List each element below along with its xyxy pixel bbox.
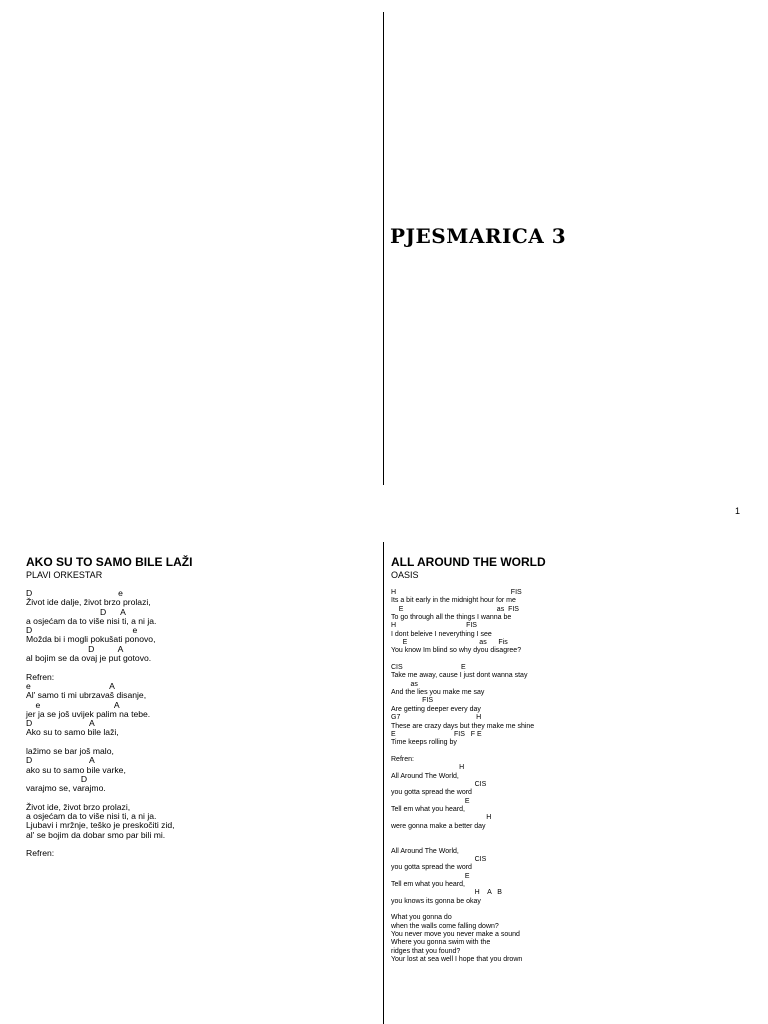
lyric-line: [26, 840, 376, 849]
lyric-line: as: [391, 680, 418, 688]
lyric-line: Refren:: [391, 755, 414, 763]
lyric-line: H: [391, 764, 465, 772]
lyric-line: CIS: [391, 780, 487, 788]
lyric-line: when the walls come falling down?: [391, 922, 499, 930]
lyric-line: Život ide dalje, život brzo prolazi,: [26, 597, 151, 608]
lyric-line: [391, 839, 761, 847]
song-artist: OASIS: [391, 570, 419, 580]
lyric-line: you knows its gonna be okay: [391, 897, 481, 905]
lyric-line: [391, 906, 761, 914]
lyric-line: were gonna make a better day: [391, 822, 486, 830]
lyric-line: CIS E: [391, 664, 466, 672]
lyric-line: D A: [26, 755, 95, 766]
song-title: ALL AROUND THE WORLD: [391, 555, 546, 569]
lyric-line: D A: [26, 606, 126, 617]
lyric-line: To go through all the things I wanna be: [391, 614, 512, 622]
lyric-line: ridges that you found?: [391, 947, 461, 955]
songbook-title: PJESMARICA 3: [390, 224, 567, 248]
lyric-line: Time keeps rolling by: [391, 739, 457, 747]
lyric-line: You never move you never make a sound: [391, 931, 520, 939]
lyric-line: al' se bojim da dobar smo par bili mi.: [26, 829, 166, 840]
lyric-line: G7 H: [391, 714, 482, 722]
lyric-line: Al' samo ti mi ubrzavaš disanje,: [26, 690, 147, 701]
lyric-line: E as FIS: [391, 605, 519, 613]
lyric-line: I dont beleive I neverything I see: [391, 630, 492, 638]
lyric-line: What you gonna do: [391, 914, 452, 922]
lyric-line: And the lies you make me say: [391, 689, 485, 697]
lyric-line: All Around The World,: [391, 847, 459, 855]
lyric-line: D e: [26, 588, 123, 598]
lyric-line: a osjećam da to više nisi ti, a ni ja.: [26, 615, 157, 626]
lyrics-block: [26, 589, 376, 859]
lyric-line: [391, 656, 761, 664]
song-right: [391, 555, 761, 964]
lyric-line: [391, 831, 761, 839]
lyric-line: D: [26, 773, 88, 784]
song-artist: PLAVI ORKESTAR: [26, 570, 103, 580]
lyric-line: You know Im blind so why dyou disagree?: [391, 647, 522, 655]
lyric-line: Život ide, život brzo prolazi,: [26, 801, 131, 812]
lyric-line: [391, 748, 761, 756]
lyric-line: CIS: [391, 856, 487, 863]
lyric-line: FIS: [391, 697, 434, 705]
lyric-line: Refren:: [26, 671, 55, 682]
page-number: 1: [735, 506, 741, 516]
lyric-line: H FIS: [391, 622, 477, 630]
lyric-line: H: [391, 814, 492, 822]
song-left: [26, 555, 376, 859]
songs-page: [0, 525, 768, 1024]
lyric-line: All Around The World,: [391, 772, 459, 780]
lyric-line: E FIS F E: [391, 730, 482, 738]
lyric-line: Your lost at sea well I hope that you drown: [391, 956, 523, 964]
lyric-line: Its a bit early in the midnight hour for me: [391, 597, 516, 605]
lyric-line: Ljubavi i mržnje, teško je preskočiti zid,: [26, 820, 175, 831]
lyric-line: Take me away, cause I just dont wanna stay: [391, 672, 528, 680]
lyric-line: E: [391, 797, 470, 805]
gutter-divider: [383, 12, 384, 485]
lyric-line: a osjećam da to više nisi ti, a ni ja.: [26, 811, 157, 822]
gutter-divider: [383, 542, 384, 1024]
lyric-line: you gotta spread the word: [391, 864, 472, 872]
lyric-line: H FIS: [391, 589, 522, 596]
lyric-line: lažimo se bar još malo,: [26, 746, 114, 757]
lyric-line: D e: [26, 625, 138, 636]
lyric-line: ako su to samo bile varke,: [26, 764, 126, 775]
lyric-line: Refren:: [26, 848, 55, 859]
lyric-line: D A: [26, 643, 124, 654]
song-title: AKO SU TO SAMO BILE LAŽI: [26, 555, 193, 569]
lyric-line: Where you gonna swim with the: [391, 939, 491, 947]
lyric-line: H A B: [391, 889, 502, 897]
lyric-line: Are getting deeper every day: [391, 705, 481, 713]
lyric-line: [26, 663, 376, 672]
lyric-line: you gotta spread the word: [391, 789, 472, 797]
lyric-line: al bojim se da ovaj je put gotovo.: [26, 653, 152, 664]
lyric-line: E as Fis: [391, 639, 508, 647]
lyric-line: jer ja se još uvijek palim na tebe.: [26, 708, 151, 719]
lyric-line: D A: [26, 718, 95, 729]
lyric-line: Tell em what you heard,: [391, 881, 465, 889]
lyric-line: E: [391, 872, 470, 880]
lyric-line: varajmo se, varajmo.: [26, 783, 106, 794]
lyric-line: Tell em what you heard,: [391, 805, 465, 813]
lyric-line: These are crazy days but they make me shine: [391, 722, 535, 730]
lyric-line: e A: [26, 699, 120, 710]
lyric-line: e A: [26, 680, 115, 691]
lyric-line: Možda bi i mogli pokušati ponovo,: [26, 634, 156, 645]
lyric-line: Ako su to samo bile laži,: [26, 727, 119, 738]
lyrics-block: [391, 589, 761, 964]
